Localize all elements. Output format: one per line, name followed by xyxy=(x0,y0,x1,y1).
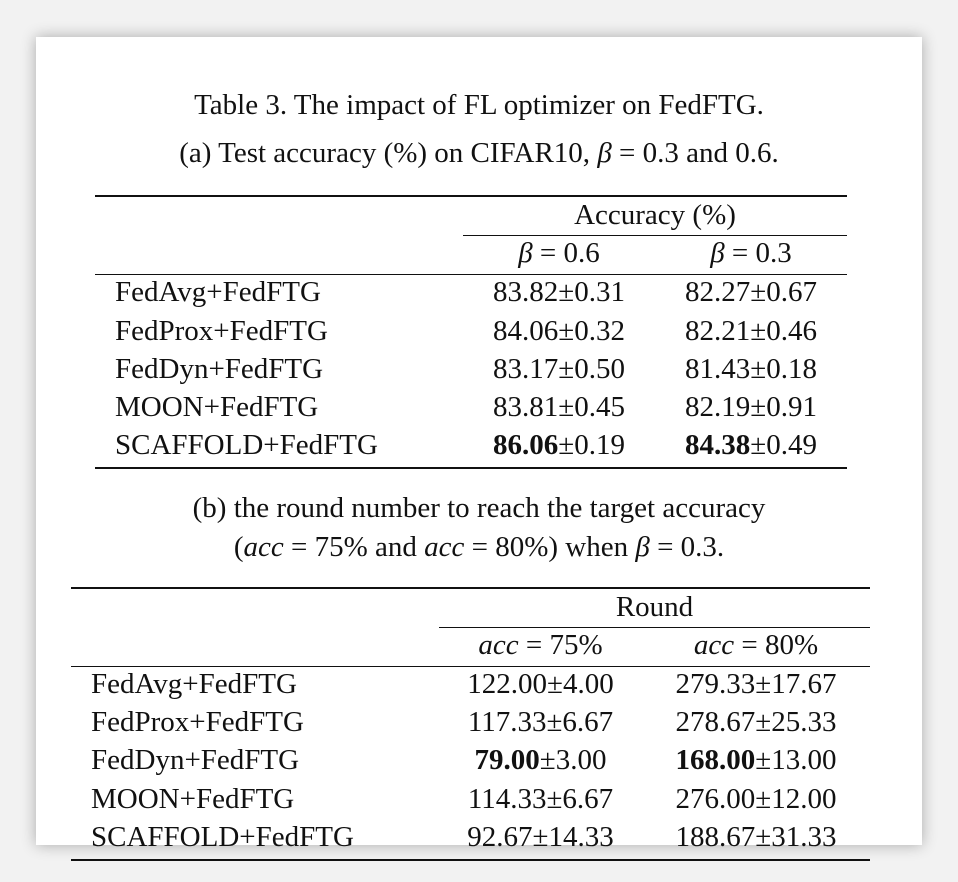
value-text: 114.33±6.67 xyxy=(467,783,614,815)
table-a-col-header-2 xyxy=(655,237,847,269)
method-cell: FedAvg+FedFTG xyxy=(115,276,321,308)
value-text: 84.06±0.32 xyxy=(493,315,625,347)
value-text: 83.82±0.31 xyxy=(493,276,625,308)
table-a-col2-sym: β xyxy=(710,237,725,269)
value-cell xyxy=(463,353,655,385)
value-cell xyxy=(642,668,870,700)
value-cell xyxy=(655,429,847,461)
value-cell xyxy=(463,276,655,308)
table-a-caption xyxy=(36,137,922,169)
table-a-mid-rule xyxy=(95,274,847,275)
value-text: 122.00±4.00 xyxy=(467,668,614,700)
value-text: 117.33±6.67 xyxy=(467,706,614,738)
table-b-col2-rest: = 80% xyxy=(734,629,819,661)
value-cell xyxy=(439,744,642,776)
table-a-caption-prefix: (a) Test accuracy (%) on CIFAR10, xyxy=(179,137,598,169)
value-bold: 84.38 xyxy=(685,429,751,461)
table-b-col-header-2 xyxy=(642,629,870,661)
caption-text: = 80%) when xyxy=(464,531,636,563)
table-a-group-header: Accuracy (%) xyxy=(574,199,736,231)
value-cell xyxy=(642,706,870,738)
value-cell xyxy=(655,276,847,308)
table-card xyxy=(36,37,922,853)
table-b-caption-line1: (b) the round number to reach the target accuracy xyxy=(192,492,766,524)
value-text: 276.00±12.00 xyxy=(675,783,837,815)
method-cell: FedProx+FedFTG xyxy=(115,315,328,347)
value-text: 92.67±14.33 xyxy=(467,821,614,853)
value-cell xyxy=(655,391,847,423)
table-a-top-rule xyxy=(95,195,847,197)
caption-text: = 75% and xyxy=(283,531,425,563)
caption-text: = 0.3. xyxy=(649,531,725,563)
value-text: 81.43±0.18 xyxy=(685,353,817,385)
value-text: ±13.00 xyxy=(755,744,837,776)
table-a-group-rule xyxy=(463,235,847,236)
value-cell xyxy=(439,821,642,853)
value-text: 82.21±0.46 xyxy=(685,315,817,347)
value-text: ±0.49 xyxy=(750,429,817,461)
table-a-col-header-1 xyxy=(463,237,655,269)
table-a-col2-rest: = 0.3 xyxy=(724,237,792,269)
method-cell: FedAvg+FedFTG xyxy=(91,668,297,700)
table-b-col2-sym: acc xyxy=(693,629,735,661)
table-a-col1-rest: = 0.6 xyxy=(532,237,600,269)
caption-math: acc xyxy=(424,531,465,563)
value-text: 279.33±17.67 xyxy=(675,668,837,700)
table-b-col1-rest: = 75% xyxy=(518,629,603,661)
table-b-group-header: Round xyxy=(615,591,694,623)
value-cell xyxy=(642,783,870,815)
caption-math: acc xyxy=(243,531,284,563)
method-cell: MOON+FedFTG xyxy=(115,391,319,423)
value-bold: 168.00 xyxy=(675,744,756,776)
value-text: 83.17±0.50 xyxy=(493,353,625,385)
value-cell xyxy=(655,353,847,385)
value-cell xyxy=(463,391,655,423)
value-text: 83.81±0.45 xyxy=(493,391,625,423)
value-text: 82.19±0.91 xyxy=(685,391,817,423)
value-text: 188.67±31.33 xyxy=(675,821,837,853)
table-title: Table 3. The impact of FL optimizer on FedFTG. xyxy=(194,89,764,121)
value-cell xyxy=(463,315,655,347)
table-a-bottom-rule xyxy=(95,467,847,469)
value-text: ±0.19 xyxy=(558,429,625,461)
value-cell xyxy=(463,429,655,461)
table-b-caption-line2 xyxy=(36,531,922,563)
value-cell xyxy=(439,668,642,700)
table-b-mid-rule xyxy=(71,666,870,667)
value-cell xyxy=(642,821,870,853)
caption-math: β xyxy=(635,531,650,563)
table-b-bottom-rule xyxy=(71,859,870,861)
method-cell: FedDyn+FedFTG xyxy=(115,353,324,385)
table-a-caption-beta: β xyxy=(597,137,612,169)
method-cell: FedDyn+FedFTG xyxy=(91,744,300,776)
method-cell: MOON+FedFTG xyxy=(91,783,295,815)
table-a-caption-rest: = 0.3 and 0.6. xyxy=(611,137,779,169)
value-cell xyxy=(642,744,870,776)
table-b-top-rule xyxy=(71,587,870,589)
value-cell xyxy=(439,783,642,815)
method-cell: FedProx+FedFTG xyxy=(91,706,304,738)
value-text: 82.27±0.67 xyxy=(685,276,817,308)
value-bold: 79.00 xyxy=(474,744,540,776)
method-cell: SCAFFOLD+FedFTG xyxy=(91,821,354,853)
value-cell xyxy=(655,315,847,347)
table-a-col1-sym: β xyxy=(518,237,533,269)
table-b-group-rule xyxy=(439,627,870,628)
method-cell: SCAFFOLD+FedFTG xyxy=(115,429,378,461)
value-bold: 86.06 xyxy=(493,429,559,461)
value-text: ±3.00 xyxy=(539,744,607,776)
table-b-col-header-1 xyxy=(439,629,642,661)
table-b-col1-sym: acc xyxy=(478,629,519,661)
caption-text: ( xyxy=(233,531,244,563)
value-cell xyxy=(439,706,642,738)
value-text: 278.67±25.33 xyxy=(675,706,837,738)
